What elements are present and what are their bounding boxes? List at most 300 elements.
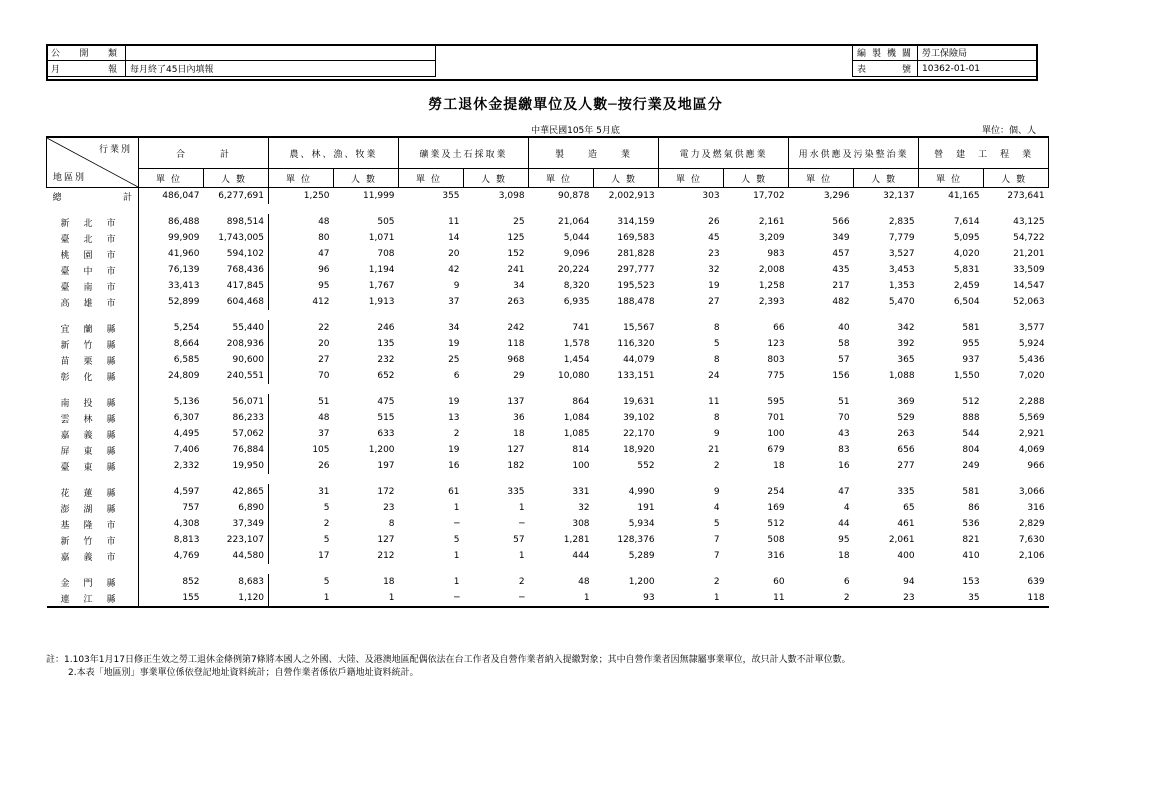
table-row bbox=[47, 188, 1049, 205]
spacer-cell bbox=[139, 474, 204, 484]
region-name: 宜蘭縣 bbox=[47, 320, 139, 336]
cell-people: 23 bbox=[383, 503, 395, 513]
cell-people: 93 bbox=[594, 590, 659, 607]
spacer-cell bbox=[724, 564, 789, 574]
spacer-cell bbox=[724, 204, 789, 214]
cell-people: 118 bbox=[984, 590, 1049, 607]
spacer-cell bbox=[204, 384, 269, 394]
cell-people: 54,722 bbox=[1013, 233, 1045, 243]
cell-units: 1,578 bbox=[563, 339, 590, 349]
spacer-cell bbox=[334, 564, 399, 574]
cell-units: 11 bbox=[448, 217, 460, 227]
cell-units: 8 bbox=[713, 413, 720, 423]
spacer-cell bbox=[919, 564, 984, 574]
cell-people: 60 bbox=[773, 577, 785, 587]
spacer-cell bbox=[659, 474, 724, 484]
cell-units: 100 bbox=[572, 461, 590, 471]
cell-units: 249 bbox=[962, 461, 980, 471]
cell-people: 417,845 bbox=[204, 278, 269, 294]
spacer-cell bbox=[529, 204, 594, 214]
cell-units: 536 bbox=[962, 519, 980, 529]
cell-units: 19 bbox=[708, 281, 720, 291]
cell-people: 32,137 bbox=[883, 191, 915, 201]
spacer-cell bbox=[529, 564, 594, 574]
footnote-1: 註：1.103年1月17日修正生效之勞工退休金條例第7條將本國人之外國、大陸、及港澳地區配偶依法在台工作者及自營作業者納入提繳對象；其中自營作業者因無隸屬事業單位，故只計人數不計單位數。 bbox=[46, 655, 851, 665]
spacer-cell bbox=[47, 474, 139, 484]
region-name: 高雄市 bbox=[47, 294, 139, 310]
cell-people: 652 bbox=[377, 371, 395, 381]
spacer-cell bbox=[984, 204, 1049, 214]
table-row bbox=[47, 548, 1049, 564]
spacer-cell bbox=[919, 384, 984, 394]
cell-people: 3,209 bbox=[758, 233, 785, 243]
cell-people: 197 bbox=[377, 461, 395, 471]
cell-units: 48 bbox=[578, 577, 590, 587]
cell-people: 208,936 bbox=[204, 336, 269, 352]
table-row bbox=[47, 500, 1049, 516]
spacer-cell bbox=[464, 474, 529, 484]
cell-people: 1,200 bbox=[368, 445, 395, 455]
cell-units: 8 bbox=[713, 355, 720, 365]
spacer-cell bbox=[594, 310, 659, 320]
sub-header-people: 人數 bbox=[594, 169, 659, 188]
meta-table-no-value: 10362-01-01 bbox=[918, 61, 1038, 77]
spacer-cell bbox=[984, 564, 1049, 574]
cell-people: 135 bbox=[377, 339, 395, 349]
cell-people: 529 bbox=[897, 413, 915, 423]
cell-units: 44 bbox=[838, 519, 850, 529]
cell-people: 2,008 bbox=[758, 265, 785, 275]
spacer-cell bbox=[269, 564, 334, 574]
cell-units: 57 bbox=[838, 355, 850, 365]
cell-units: 566 bbox=[832, 217, 850, 227]
cell-people: 2,061 bbox=[888, 535, 915, 545]
cell-units: 2 bbox=[713, 577, 720, 587]
cell-units: 105 bbox=[312, 445, 330, 455]
cell-units: 37 bbox=[448, 297, 460, 307]
cell-people: 968 bbox=[507, 355, 525, 365]
spacer-cell bbox=[724, 474, 789, 484]
cell-people: 314,159 bbox=[617, 217, 655, 227]
spacer-cell bbox=[919, 310, 984, 320]
spacer-cell bbox=[464, 204, 529, 214]
cell-people: 240,551 bbox=[204, 368, 269, 384]
spacer-cell bbox=[334, 384, 399, 394]
table-row bbox=[47, 458, 1049, 474]
cell-people: ─ bbox=[519, 519, 525, 529]
table-row bbox=[47, 484, 1049, 500]
statistics-table bbox=[46, 136, 1049, 608]
cell-people: 639 bbox=[1027, 577, 1045, 587]
cell-people: 2,829 bbox=[1018, 519, 1045, 529]
spacer-cell bbox=[984, 384, 1049, 394]
cell-units: 1,250 bbox=[303, 191, 330, 201]
cell-units: 43 bbox=[838, 429, 850, 439]
cell-people: 57,062 bbox=[204, 426, 269, 442]
cell-units: 355 bbox=[442, 191, 460, 201]
table-row bbox=[47, 574, 1049, 590]
cell-people: 11,999 bbox=[363, 191, 395, 201]
group-header-mining: 礦業及土石採取業 bbox=[399, 137, 529, 169]
spacer-cell bbox=[529, 474, 594, 484]
cell-people: 19,631 bbox=[623, 397, 655, 407]
cell-units: 19 bbox=[448, 397, 460, 407]
cell-people: 5,436 bbox=[1018, 355, 1045, 365]
cell-people: 15,567 bbox=[623, 323, 655, 333]
cell-people: 604,468 bbox=[204, 294, 269, 310]
cell-people: 152 bbox=[507, 249, 525, 259]
cell-people: 515 bbox=[377, 413, 395, 423]
cell-people: 803 bbox=[767, 355, 785, 365]
spacer-row bbox=[47, 204, 1049, 214]
footnotes bbox=[46, 654, 851, 680]
cell-people: 90,600 bbox=[204, 352, 269, 368]
footnote-2: 2.本表「地區別」事業單位係依登記地址資料統計；自營作業者係依戶籍地址資料統計。 bbox=[68, 668, 419, 678]
cell-units: 37 bbox=[318, 429, 330, 439]
cell-people: 18,920 bbox=[623, 445, 655, 455]
cell-units: 27 bbox=[318, 355, 330, 365]
cell-units: 83 bbox=[838, 445, 850, 455]
cell-units: 2 bbox=[453, 429, 460, 439]
cell-people: 768,436 bbox=[204, 262, 269, 278]
cell-people: 7,630 bbox=[1018, 535, 1045, 545]
cell-units: 4,308 bbox=[173, 519, 200, 529]
cell-units: 303 bbox=[702, 191, 720, 201]
cell-people: 966 bbox=[1027, 461, 1045, 471]
cell-people: 3,453 bbox=[888, 265, 915, 275]
header-row-groups bbox=[47, 137, 1049, 169]
cell-units: 308 bbox=[572, 519, 590, 529]
spacer-cell bbox=[399, 564, 464, 574]
cell-units: 7,614 bbox=[953, 217, 980, 227]
spacer-cell bbox=[269, 310, 334, 320]
region-name: 總計 bbox=[47, 188, 139, 205]
cell-units: 814 bbox=[572, 445, 590, 455]
cell-people: 52,063 bbox=[1013, 297, 1045, 307]
cell-units: 3,296 bbox=[823, 191, 850, 201]
cell-people: 701 bbox=[767, 413, 785, 423]
cell-units: 23 bbox=[708, 249, 720, 259]
cell-people: 1,353 bbox=[888, 281, 915, 291]
cell-units: 41,165 bbox=[948, 191, 980, 201]
spacer-cell bbox=[529, 310, 594, 320]
spacer-cell bbox=[399, 474, 464, 484]
meta-table-no-label: 表號 bbox=[853, 61, 918, 77]
sub-header-people: 人數 bbox=[204, 169, 269, 188]
cell-people: 1,200 bbox=[628, 577, 655, 587]
spacer-cell bbox=[204, 204, 269, 214]
group-header-electricity: 電力及燃氣供應業 bbox=[659, 137, 789, 169]
cell-people: 2,288 bbox=[1018, 397, 1045, 407]
cell-units: 852 bbox=[182, 577, 200, 587]
cell-people: 128,376 bbox=[617, 535, 655, 545]
cell-people: 22,170 bbox=[623, 429, 655, 439]
cell-units: 27 bbox=[708, 297, 720, 307]
cell-people: 3,527 bbox=[888, 249, 915, 259]
cell-units: 486,047 bbox=[162, 191, 200, 201]
cell-units: 410 bbox=[962, 551, 980, 561]
cell-units: 32 bbox=[708, 265, 720, 275]
cell-people: 3,066 bbox=[1018, 487, 1045, 497]
cell-units: 217 bbox=[832, 281, 850, 291]
cell-units: 6,935 bbox=[563, 297, 590, 307]
cell-people: 18 bbox=[513, 429, 525, 439]
region-name: 金門縣 bbox=[47, 574, 139, 590]
cell-units: 8 bbox=[713, 323, 720, 333]
cell-people: 277 bbox=[897, 461, 915, 471]
spacer-cell bbox=[204, 310, 269, 320]
cell-people: 335 bbox=[507, 487, 525, 497]
cell-people: 1,071 bbox=[368, 233, 395, 243]
cell-units: 5 bbox=[713, 519, 720, 529]
cell-people: 263 bbox=[507, 297, 525, 307]
cell-units: 21,064 bbox=[558, 217, 590, 227]
spacer-row bbox=[47, 310, 1049, 320]
cell-people: 137 bbox=[507, 397, 525, 407]
cell-units: 6,585 bbox=[173, 355, 200, 365]
region-name: 新竹市 bbox=[47, 532, 139, 548]
spacer-cell bbox=[594, 564, 659, 574]
region-name: 臺中市 bbox=[47, 262, 139, 278]
cell-units: 9 bbox=[453, 281, 460, 291]
sub-header-people: 人數 bbox=[724, 169, 789, 188]
cell-people: 8 bbox=[388, 519, 395, 529]
cell-units: 80 bbox=[318, 233, 330, 243]
cell-people: 2,002,913 bbox=[608, 191, 655, 201]
cell-people: 11 bbox=[724, 590, 789, 607]
cell-people: 5,569 bbox=[1018, 413, 1045, 423]
cell-people: 56,071 bbox=[204, 394, 269, 410]
cell-units: 19 bbox=[448, 339, 460, 349]
cell-units: 70 bbox=[318, 371, 330, 381]
cell-units: 1 bbox=[453, 551, 460, 561]
table-body bbox=[47, 188, 1049, 608]
spacer-row bbox=[47, 474, 1049, 484]
cell-people: 1,194 bbox=[368, 265, 395, 275]
region-name: 臺南市 bbox=[47, 278, 139, 294]
cell-people: 36 bbox=[513, 413, 525, 423]
cell-people: 6,277,691 bbox=[204, 188, 269, 205]
sub-header-people: 人數 bbox=[854, 169, 919, 188]
cell-people: 1,120 bbox=[204, 590, 269, 607]
meta-class-label: 公開類 bbox=[47, 45, 126, 61]
spacer-cell bbox=[919, 204, 984, 214]
cell-units: 6 bbox=[453, 371, 460, 381]
cell-units: 544 bbox=[962, 429, 980, 439]
cell-people: 316 bbox=[767, 551, 785, 561]
spacer-cell bbox=[269, 204, 334, 214]
spacer-cell bbox=[464, 564, 529, 574]
cell-units: 16 bbox=[838, 461, 850, 471]
cell-people: 1,743,005 bbox=[204, 230, 269, 246]
cell-units: 32 bbox=[578, 503, 590, 513]
cell-units: 4,597 bbox=[173, 487, 200, 497]
cell-units: 35 bbox=[919, 590, 984, 607]
page-title: 勞工退休金提繳單位及人數─按行業及地區分 bbox=[428, 97, 723, 113]
cell-people: 1,258 bbox=[758, 281, 785, 291]
table-row bbox=[47, 278, 1049, 294]
cell-people: 6,890 bbox=[204, 500, 269, 516]
cell-units: 444 bbox=[572, 551, 590, 561]
cell-units: 1 bbox=[269, 590, 334, 607]
cell-people: 172 bbox=[377, 487, 395, 497]
meta-agency-value: 勞工保險局 bbox=[918, 45, 1038, 61]
region-name: 嘉義縣 bbox=[47, 426, 139, 442]
sub-header-people: 人數 bbox=[984, 169, 1049, 188]
table-row bbox=[47, 262, 1049, 278]
cell-units: 6 bbox=[843, 577, 850, 587]
spacer-cell bbox=[139, 310, 204, 320]
cell-units: 70 bbox=[838, 413, 850, 423]
spacer-cell bbox=[47, 204, 139, 214]
cell-units: 13 bbox=[448, 413, 460, 423]
cell-units: 10,080 bbox=[558, 371, 590, 381]
cell-people: 335 bbox=[897, 487, 915, 497]
table-row bbox=[47, 590, 1049, 607]
group-header-water: 用水供應及污染整治業 bbox=[789, 137, 919, 169]
spacer-cell bbox=[724, 384, 789, 394]
cell-units: 155 bbox=[139, 590, 204, 607]
cell-people: 7,779 bbox=[888, 233, 915, 243]
cell-units: 349 bbox=[832, 233, 850, 243]
region-name: 南投縣 bbox=[47, 394, 139, 410]
cell-people: 1 bbox=[334, 590, 399, 607]
cell-units: 457 bbox=[832, 249, 850, 259]
cell-people: 2,835 bbox=[888, 217, 915, 227]
cell-units: 5 bbox=[323, 535, 330, 545]
cell-people: 19,950 bbox=[204, 458, 269, 474]
region-name: 基隆市 bbox=[47, 516, 139, 532]
cell-people: 212 bbox=[377, 551, 395, 561]
table-row bbox=[47, 336, 1049, 352]
cell-units: 435 bbox=[832, 265, 850, 275]
region-name: 澎湖縣 bbox=[47, 500, 139, 516]
cell-people: 775 bbox=[767, 371, 785, 381]
cell-people: 369 bbox=[897, 397, 915, 407]
cell-units: 153 bbox=[962, 577, 980, 587]
cell-units: 5 bbox=[323, 503, 330, 513]
cell-people: 94 bbox=[903, 577, 915, 587]
cell-units: 888 bbox=[962, 413, 980, 423]
spacer-cell bbox=[47, 384, 139, 394]
meta-info-right bbox=[852, 44, 1038, 77]
cell-people: 4,990 bbox=[628, 487, 655, 497]
table-row bbox=[47, 426, 1049, 442]
spacer-cell bbox=[594, 204, 659, 214]
cell-units: 1,085 bbox=[563, 429, 590, 439]
cell-units: 33,413 bbox=[168, 281, 200, 291]
cell-units: 1 bbox=[453, 503, 460, 513]
sub-header-units: 單位 bbox=[399, 169, 464, 188]
spacer-cell bbox=[334, 310, 399, 320]
table-row bbox=[47, 246, 1049, 262]
cell-units: 20 bbox=[318, 339, 330, 349]
spacer-cell bbox=[659, 204, 724, 214]
cell-units: 2,332 bbox=[173, 461, 200, 471]
cell-people: 246 bbox=[377, 323, 395, 333]
cell-people: 505 bbox=[377, 217, 395, 227]
cell-people: 4,069 bbox=[1018, 445, 1045, 455]
cell-people: 241 bbox=[507, 265, 525, 275]
cell-units: 1,550 bbox=[953, 371, 980, 381]
cell-units: 58 bbox=[838, 339, 850, 349]
cell-units: 8,320 bbox=[563, 281, 590, 291]
cell-units: 8,813 bbox=[173, 535, 200, 545]
group-header-total: 合 計 bbox=[139, 137, 269, 169]
table-row bbox=[47, 532, 1049, 548]
spacer-cell bbox=[789, 204, 854, 214]
cell-people: 2 bbox=[518, 577, 525, 587]
table-row bbox=[47, 394, 1049, 410]
cell-units: 48 bbox=[318, 217, 330, 227]
cell-units: 9,096 bbox=[563, 249, 590, 259]
spacer-cell bbox=[529, 384, 594, 394]
cell-units: 1,454 bbox=[563, 355, 590, 365]
spacer-cell bbox=[854, 474, 919, 484]
cell-units: 482 bbox=[832, 297, 850, 307]
cell-units: 7 bbox=[713, 551, 720, 561]
cell-people: 42,865 bbox=[204, 484, 269, 500]
cell-people: 297,777 bbox=[617, 265, 655, 275]
cell-units: 1 bbox=[659, 590, 724, 607]
spacer-cell bbox=[984, 474, 1049, 484]
cell-people: 3,577 bbox=[1018, 323, 1045, 333]
cell-units: 40 bbox=[838, 323, 850, 333]
cell-units: 2 bbox=[323, 519, 330, 529]
cell-units: ─ bbox=[454, 519, 460, 529]
cell-people: 118 bbox=[507, 339, 525, 349]
cell-units: 19 bbox=[448, 445, 460, 455]
cell-people: 17,702 bbox=[753, 191, 785, 201]
spacer-cell bbox=[854, 564, 919, 574]
cell-units: 937 bbox=[962, 355, 980, 365]
cell-units: 51 bbox=[838, 397, 850, 407]
cell-people: 552 bbox=[637, 461, 655, 471]
meta-frequency-label: 月報 bbox=[47, 61, 126, 77]
region-name: 新北市 bbox=[47, 214, 139, 230]
cell-people: 5,470 bbox=[888, 297, 915, 307]
cell-units: 26 bbox=[708, 217, 720, 227]
cell-people: 316 bbox=[1027, 503, 1045, 513]
cell-people: 116,320 bbox=[617, 339, 655, 349]
cell-units: 4,495 bbox=[173, 429, 200, 439]
cell-units: 757 bbox=[182, 503, 200, 513]
unit-label: 單位：個、人 bbox=[981, 126, 1036, 136]
cell-people: 1 bbox=[518, 503, 525, 513]
cell-units: 4,769 bbox=[173, 551, 200, 561]
cell-units: 5,831 bbox=[953, 265, 980, 275]
group-header-agriculture: 農、林、漁、牧業 bbox=[269, 137, 399, 169]
cell-people: 86,233 bbox=[204, 410, 269, 426]
header-row-units bbox=[47, 169, 1049, 188]
cell-units: 42 bbox=[448, 265, 460, 275]
cell-units: 864 bbox=[572, 397, 590, 407]
spacer-cell bbox=[594, 384, 659, 394]
cell-people: 656 bbox=[897, 445, 915, 455]
sub-header-units: 單位 bbox=[529, 169, 594, 188]
cell-units: 95 bbox=[318, 281, 330, 291]
header-corner bbox=[47, 137, 139, 188]
cell-units: 20 bbox=[448, 249, 460, 259]
cell-units: 741 bbox=[572, 323, 590, 333]
region-axis-label: 地區別 bbox=[53, 173, 87, 183]
spacer-cell bbox=[919, 474, 984, 484]
cell-units: 9 bbox=[713, 429, 720, 439]
spacer-cell bbox=[399, 384, 464, 394]
spacer-cell bbox=[47, 310, 139, 320]
spacer-cell bbox=[269, 384, 334, 394]
region-name: 屏東縣 bbox=[47, 442, 139, 458]
